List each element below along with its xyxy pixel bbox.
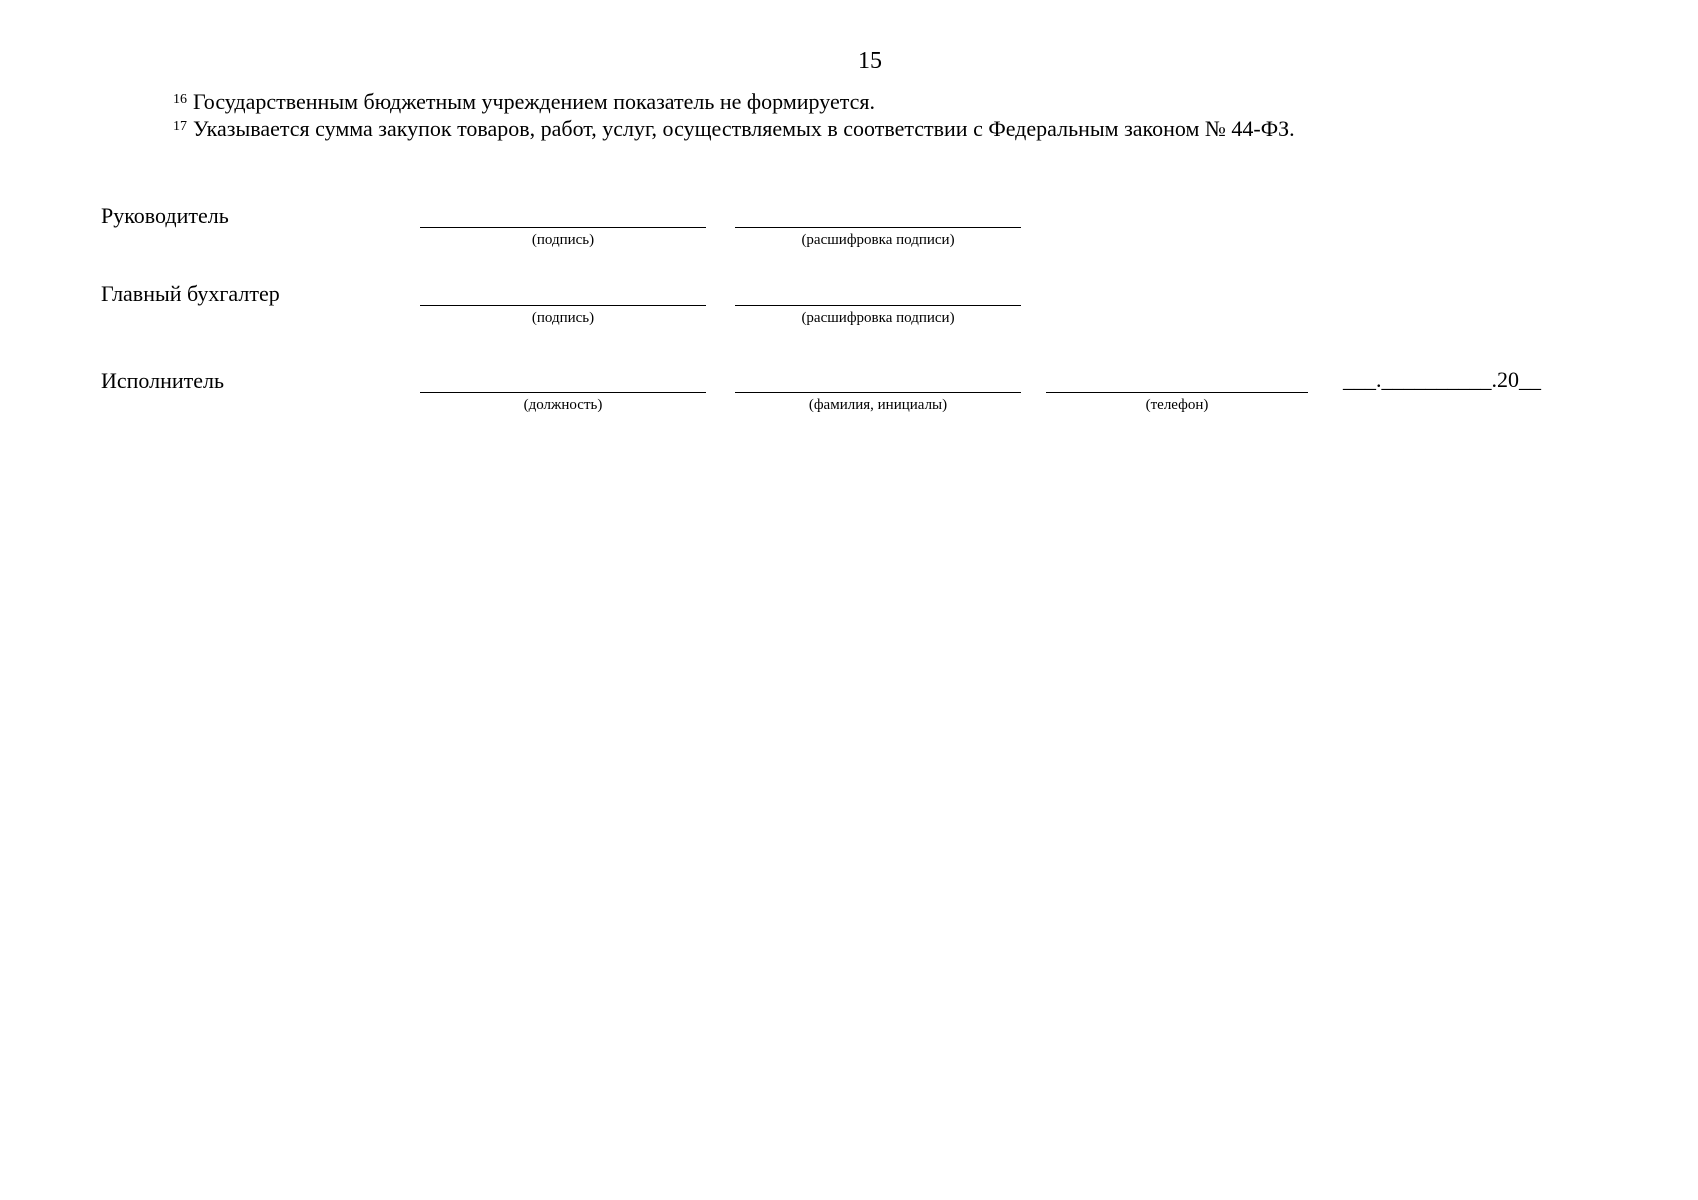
chief-accountant-label: Главный бухгалтер: [101, 281, 280, 306]
head-decoding-line[interactable]: [735, 227, 1021, 228]
head-decoding-caption: (расшифровка подписи): [801, 232, 955, 248]
footnote-17: [173, 116, 1295, 142]
executor-date-field[interactable]: ___.__________.20__: [1343, 367, 1541, 392]
head-label: Руководитель: [101, 203, 229, 228]
executor-name-caption: (фамилия, инициалы): [808, 397, 948, 413]
chief-accountant-decoding-caption: (расшифровка подписи): [801, 310, 955, 326]
head-signature-caption: (подпись): [531, 232, 595, 248]
footnote-text: Указывается сумма закупок товаров, работ, услуг, осуществляемых в соответствии с Федеральным законом № 44-ФЗ.: [193, 116, 1295, 141]
footnote-16: [173, 89, 875, 115]
chief-accountant-signature-caption: (подпись): [531, 310, 595, 326]
executor-phone-caption: (телефон): [1145, 397, 1209, 413]
chief-accountant-decoding-line[interactable]: [735, 305, 1021, 306]
footnote-text: Государственным бюджетным учреждением показатель не формируется.: [193, 89, 875, 114]
head-signature-line[interactable]: [420, 227, 706, 228]
footnote-marker: 16: [173, 92, 187, 107]
executor-phone-line[interactable]: [1046, 392, 1308, 393]
executor-name-line[interactable]: [735, 392, 1021, 393]
chief-accountant-signature-line[interactable]: [420, 305, 706, 306]
executor-label: Исполнитель: [101, 368, 225, 393]
page-number: 15: [858, 48, 882, 74]
executor-position-line[interactable]: [420, 392, 706, 393]
footnote-marker: 17: [173, 119, 187, 134]
executor-position-caption: (должность): [523, 397, 603, 413]
